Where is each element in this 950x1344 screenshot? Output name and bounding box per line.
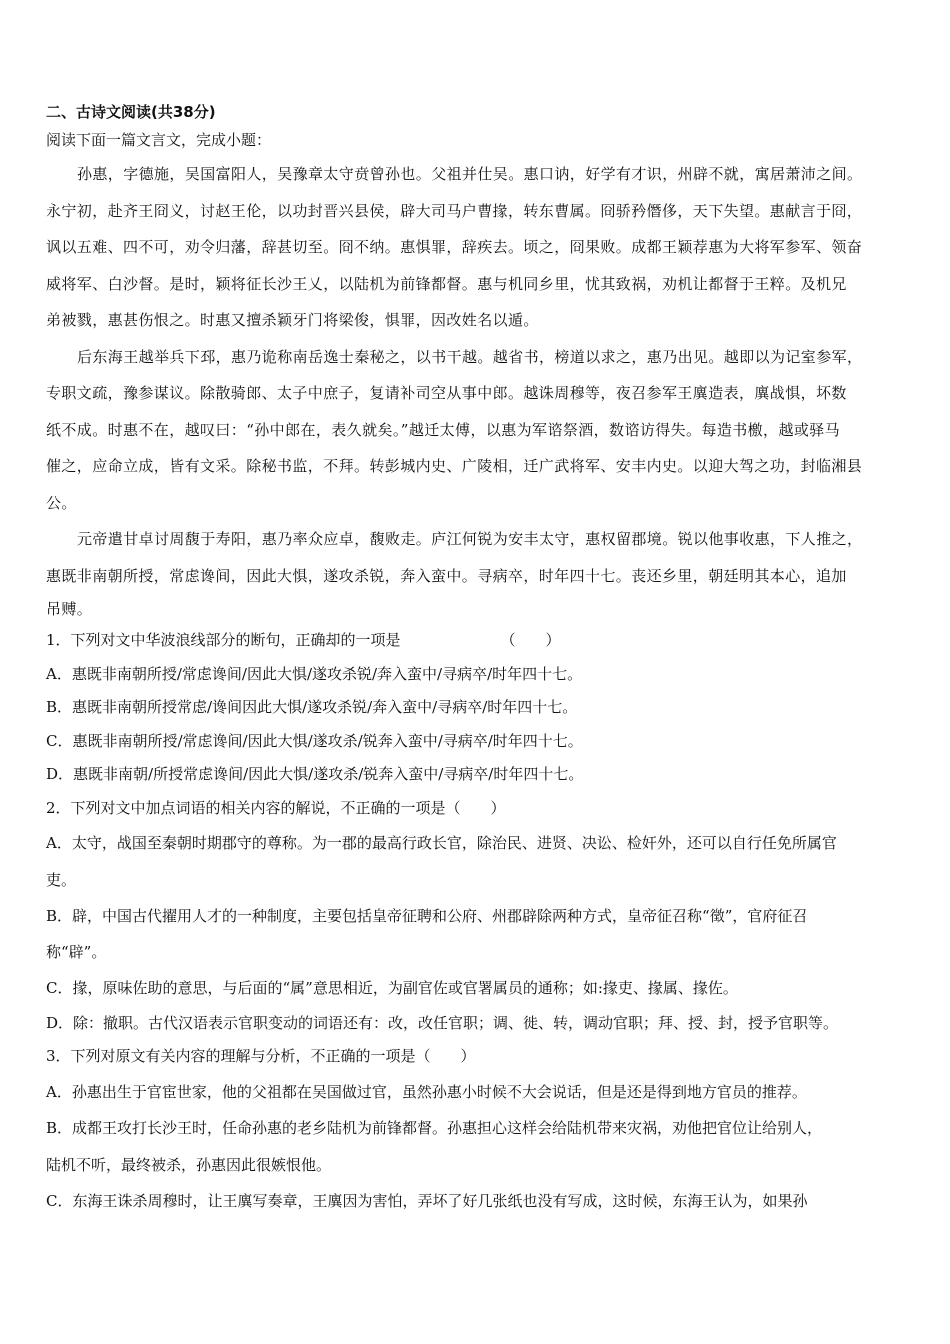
passage-line: 催之，应命立成，皆有文采。除秘书监，不拜。转彭城内史、广陵相，迁广武将军、安丰内史。以迎大驾之功，封临湘县	[46, 457, 863, 475]
question-2-option-b: B．辟，中国古代擢用人才的一种制度，主要包括皇帝征聘和公府、州郡辟除两种方式，皇帝征召称“徵”，官府征召	[46, 906, 808, 925]
question-2-option-d: D．除：撤职。古代汉语表示官职变动的词语还有：改，改任官职；调、徙、转，调动官职；拜、授、封，授予官职等。	[46, 1013, 839, 1032]
question-2-option-a: A．太守，战国至秦朝时期郡守的尊称。为一郡的最高行政长官，除治民、进贤、决讼、检奸外，还可以自行任免所属官	[46, 834, 837, 852]
question-3-stem: 3．下列对原文有关内容的理解与分析，不正确的一项是（ ）	[46, 1047, 476, 1065]
classical-passage	[46, 156, 916, 624]
passage-line: 弟被戮，惠甚伤恨之。时惠又擅杀颖牙门将梁俊，惧罪，因改姓名以遁。	[46, 311, 539, 329]
question-1-text: 1．下列对文中华波浪线部分的断句，正确却的一项是	[46, 631, 401, 649]
answer-bracket: （ ）	[500, 631, 561, 649]
question-2-option-a-cont: 吏。	[46, 870, 77, 889]
passage-line: 纸不成。时惠不在，越叹曰：“孙中郎在，表久就矣。”越迁太傅，以惠为军谘祭酒，数谘访得失。每造书檄，越或驿马	[46, 420, 841, 439]
passage-line: 威将军、白沙督。是时，颖将征长沙王乂，以陆机为前锋都督。惠与机同乡里，忧其致祸，劝机让都督于王粹。及机兄	[46, 274, 847, 293]
document-page	[46, 100, 916, 1219]
question-list	[46, 624, 916, 1219]
question-1-option-b: B．惠既非南朝所授常虑/谗间因此大惧/遂攻杀锐/奔入蛮中/寻病卒/时年四十七。	[46, 698, 578, 716]
question-2-stem: 2．下列对文中加点词语的相关内容的解说，不正确的一项是（ ）	[46, 798, 506, 817]
question-1-stem	[46, 624, 916, 658]
question-3-option-b: B．成都王攻打长沙王时，任命孙惠的老乡陆机为前锋都督。孙惠担心这样会给陆机带来灾祸，劝他把官位让给别人，	[46, 1119, 823, 1137]
passage-line: 永宁初，赴齐王冏义，讨赵王伦，以功封晋兴县侯，辟大司马户曹掾，转东曹属。冏骄矜僭侈，天下失望。惠献言于冏，	[46, 201, 863, 220]
question-1-option-a: A．惠既非南朝所授/常虑谗间/因此大惧/遂攻杀锐/奔入蛮中/寻病卒/时年四十七。	[46, 664, 583, 683]
passage-line: 惠既非南朝所授，常虑谗间，因此大惧，遂攻杀锐，奔入蛮中。寻病卒，时年四十七。丧还乡里，朝廷明其本心，追加	[46, 566, 847, 585]
passage-line: 吊赙。	[46, 600, 93, 618]
passage-line: 专职文疏，豫参谋议。除散骑郎、太子中庶子，复请补司空从事中郎。越诛周穆等，夜召参军王廙造表，廙战惧，坏数	[46, 384, 847, 402]
passage-line: 孙惠，字德施，吴国富阳人，吴豫章太守贲曾孙也。父祖并仕吴。惠口讷，好学有才识，州辟不就，寓居萧沛之间。	[77, 165, 863, 183]
question-1-option-c: C．惠既非南朝所授/常虑谗间/因此大惧/遂攻杀/锐奔入蛮中/寻病卒/时年四十七。	[46, 731, 583, 750]
passage-line: 公。	[46, 493, 77, 512]
question-1-option-d: D．惠既非南朝/所授常虑谗间/因此大惧/遂攻杀/锐奔入蛮中/寻病卒/时年四十七。	[46, 765, 584, 783]
question-3-option-b-cont: 陆机不听，最终被杀，孙惠因此很嫉恨他。	[46, 1155, 332, 1174]
passage-line: 后东海王越举兵下邳，惠乃诡称南岳逸士秦秘之，以书干越。越省书，榜道以求之，惠乃出见。越即以为记室参军，	[77, 347, 863, 366]
section-title: 二、古诗文阅读(共38分)	[46, 103, 216, 121]
reading-instruction: 阅读下面一篇文言文，完成小题：	[46, 131, 272, 149]
question-3-option-a: A．孙惠出生于官宦世家，他的父祖都在吴国做过官，虽然孙惠小时候不大会说话，但是还是得到地方官员的推荐。	[46, 1082, 807, 1101]
passage-line: 讽以五难、四不可，劝令归藩，辞甚切至。冏不纳。惠惧罪，辞疾去。顷之，冏果败。成都王颖荐惠为大将军参军、领奋	[46, 238, 863, 256]
question-3-option-c: C．东海王诛杀周穆时，让王廙写奏章，王廙因为害怕，弄坏了好几张纸也没有写成，这时候，东海王认为，如果孙	[46, 1191, 808, 1210]
question-2-option-b-cont: 称“辟”。	[46, 943, 107, 961]
question-2-option-c: C．掾，原味佐助的意思，与后面的“属”意思相近，为副官佐或官署属员的通称；如:掾吏、掾属、掾佐。	[46, 979, 738, 997]
passage-line: 元帝遣甘卓讨周馥于寿阳，惠乃率众应卓，馥败走。庐江何锐为安丰太守，惠权留郡境。锐以他事收惠，下人推之，	[77, 530, 863, 548]
